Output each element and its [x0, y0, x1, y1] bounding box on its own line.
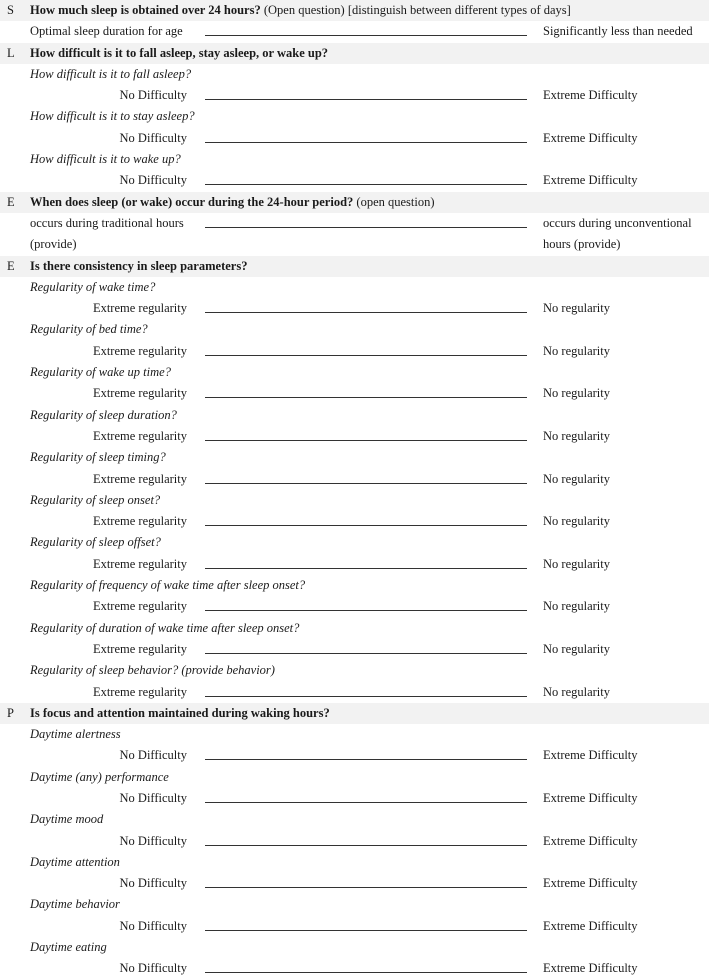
scale-right-label: Extreme Difficulty — [543, 130, 638, 145]
rating-line[interactable] — [205, 355, 527, 356]
item-question: Regularity of bed time? — [30, 322, 148, 337]
item-question-row — [0, 106, 709, 127]
rating-line[interactable] — [205, 802, 527, 803]
section-letter: P — [7, 705, 14, 720]
item-question: Regularity of wake time? — [30, 279, 156, 294]
scale-left-label: Extreme regularity — [92, 428, 187, 443]
section-header-e-timing — [0, 192, 709, 213]
rating-line[interactable] — [205, 759, 527, 760]
scale-row — [0, 873, 709, 894]
item-question-row — [0, 64, 709, 85]
item-question-row — [0, 362, 709, 383]
section-header-l — [0, 43, 709, 64]
item-question-row — [0, 660, 709, 681]
item-question-row — [0, 319, 709, 340]
scale-row — [0, 426, 709, 447]
scale-left-label: No Difficulty — [119, 833, 187, 848]
item-question-row — [0, 724, 709, 745]
scale-row — [0, 831, 709, 852]
rating-line[interactable] — [205, 440, 527, 441]
scale-left-label: occurs during traditional hours — [30, 215, 184, 230]
scale-row — [0, 958, 709, 979]
scale-left-label: Extreme regularity — [92, 386, 187, 401]
section-header-p — [0, 703, 709, 724]
scale-row — [0, 298, 709, 319]
scale-row — [0, 170, 709, 191]
item-question: Regularity of sleep behavior? (provide behavior) — [30, 663, 275, 678]
scale-right-label: Extreme Difficulty — [543, 790, 638, 805]
scale-right-label: No regularity — [543, 471, 610, 486]
rating-line[interactable] — [205, 610, 527, 611]
scale-row — [0, 469, 709, 490]
scale-row — [0, 511, 709, 532]
section-letter: L — [7, 45, 15, 60]
rating-line[interactable] — [205, 972, 527, 973]
rating-line[interactable] — [205, 35, 527, 36]
rating-line[interactable] — [205, 483, 527, 484]
scale-left-label: No Difficulty — [119, 130, 187, 145]
scale-left-label: Extreme regularity — [92, 471, 187, 486]
item-question-row — [0, 532, 709, 553]
rating-line[interactable] — [205, 397, 527, 398]
item-question-row — [0, 575, 709, 596]
scale-row — [0, 341, 709, 362]
item-question: Daytime attention — [30, 854, 120, 869]
item-question: Regularity of wake up time? — [30, 365, 171, 380]
item-question-row — [0, 852, 709, 873]
scale-right-label: Significantly less than needed — [543, 24, 693, 39]
scale-left-label: Optimal sleep duration for age — [30, 24, 183, 39]
scale-left-label: No Difficulty — [119, 748, 187, 763]
scale-right-label: No regularity — [543, 301, 610, 316]
scale-right-label: Extreme Difficulty — [543, 748, 638, 763]
section-header-e-consistency — [0, 256, 709, 277]
rating-line[interactable] — [205, 930, 527, 931]
item-question: Regularity of duration of wake time after sleep onset? — [30, 620, 300, 635]
section-letter: E — [7, 194, 15, 209]
item-question: Regularity of sleep offset? — [30, 535, 161, 550]
item-question: How difficult is it to fall asleep? — [30, 66, 192, 81]
scale-right-label: No regularity — [543, 641, 610, 656]
section-letter: S — [7, 3, 14, 17]
scale-left-label: Extreme regularity — [92, 599, 187, 614]
item-question: Regularity of frequency of wake time after sleep onset? — [30, 578, 306, 593]
item-question-row — [0, 618, 709, 639]
item-question-row — [0, 149, 709, 170]
section-title: When does sleep (or wake) occur during the 24-hour period? (open question) — [30, 194, 435, 209]
scale-left-label: Extreme regularity — [92, 343, 187, 358]
scale-right-label: No regularity — [543, 599, 610, 614]
scale-left-label: No Difficulty — [119, 790, 187, 805]
item-question-row — [0, 937, 709, 958]
section-letter: E — [7, 258, 15, 273]
scale-row — [0, 554, 709, 575]
scale-row — [0, 85, 709, 106]
scale-left-label: No Difficulty — [119, 918, 187, 933]
scale-right-label: No regularity — [543, 428, 610, 443]
scale-right-label: occurs during unconventional — [543, 215, 692, 230]
scale-row — [0, 682, 709, 703]
scale-left-label: No Difficulty — [119, 876, 187, 891]
item-question-row — [0, 767, 709, 788]
scale-right-label: Extreme Difficulty — [543, 88, 638, 103]
scale-row — [0, 596, 709, 617]
scale-left-label: Extreme regularity — [92, 641, 187, 656]
item-question-row — [0, 405, 709, 426]
rating-line[interactable] — [205, 887, 527, 888]
rating-line[interactable] — [205, 525, 527, 526]
scale-right-label-cont: hours (provide) — [543, 237, 621, 252]
scale-row-cont — [0, 234, 709, 255]
item-question-row — [0, 894, 709, 915]
scale-left-label: No Difficulty — [119, 173, 187, 188]
scale-row — [0, 639, 709, 660]
scale-row — [0, 213, 709, 234]
item-question-row — [0, 277, 709, 298]
scale-right-label: Extreme Difficulty — [543, 876, 638, 891]
item-question: How difficult is it to wake up? — [30, 152, 181, 167]
rating-line[interactable] — [205, 653, 527, 654]
item-question: Regularity of sleep timing? — [30, 450, 166, 465]
scale-left-label-cont: (provide) — [30, 237, 77, 252]
item-question: Regularity of sleep onset? — [30, 492, 161, 507]
scale-row — [0, 128, 709, 149]
item-question: Daytime eating — [30, 940, 107, 955]
item-question-row — [0, 490, 709, 511]
section-title: Is there consistency in sleep parameters? — [30, 258, 248, 273]
scale-left-label: Extreme regularity — [92, 514, 187, 529]
rating-line[interactable] — [205, 845, 527, 846]
section-title: How much sleep is obtained over 24 hours? (Open question) [distinguish between different types of days] — [30, 3, 571, 17]
scale-left-label: No Difficulty — [119, 88, 187, 103]
rating-line[interactable] — [205, 227, 527, 228]
scale-right-label: Extreme Difficulty — [543, 173, 638, 188]
rating-line[interactable] — [205, 142, 527, 143]
section-title: How difficult is it to fall asleep, stay asleep, or wake up? — [30, 45, 329, 60]
rating-line[interactable] — [205, 312, 527, 313]
item-question: Daytime mood — [30, 812, 104, 827]
scale-right-label: Extreme Difficulty — [543, 833, 638, 848]
scale-left-label: Extreme regularity — [92, 556, 187, 571]
item-question-row — [0, 447, 709, 468]
section-title: Is focus and attention maintained during waking hours? — [30, 705, 330, 720]
rating-line[interactable] — [205, 568, 527, 569]
scale-right-label: Extreme Difficulty — [543, 961, 638, 976]
scale-right-label: No regularity — [543, 386, 610, 401]
item-question: Daytime behavior — [30, 897, 120, 912]
scale-row — [0, 788, 709, 809]
rating-line[interactable] — [205, 184, 527, 185]
scale-left-label: Extreme regularity — [92, 301, 187, 316]
item-question: Regularity of sleep duration? — [30, 407, 177, 422]
item-question: Daytime (any) performance — [30, 769, 169, 784]
scale-row — [0, 745, 709, 766]
scale-left-label: Extreme regularity — [92, 684, 187, 699]
item-question: How difficult is it to stay asleep? — [30, 109, 195, 124]
item-question: Daytime alertness — [30, 727, 121, 742]
section-header-s — [0, 0, 709, 21]
scale-right-label: No regularity — [543, 684, 610, 699]
scale-right-label: No regularity — [543, 343, 610, 358]
scale-right-label: Extreme Difficulty — [543, 918, 638, 933]
scale-row — [0, 21, 709, 42]
item-question-row — [0, 809, 709, 830]
scale-right-label: No regularity — [543, 556, 610, 571]
scale-row — [0, 916, 709, 937]
scale-row — [0, 383, 709, 404]
scale-left-label: No Difficulty — [119, 961, 187, 976]
rating-line[interactable] — [205, 99, 527, 100]
rating-line[interactable] — [205, 696, 527, 697]
scale-right-label: No regularity — [543, 514, 610, 529]
